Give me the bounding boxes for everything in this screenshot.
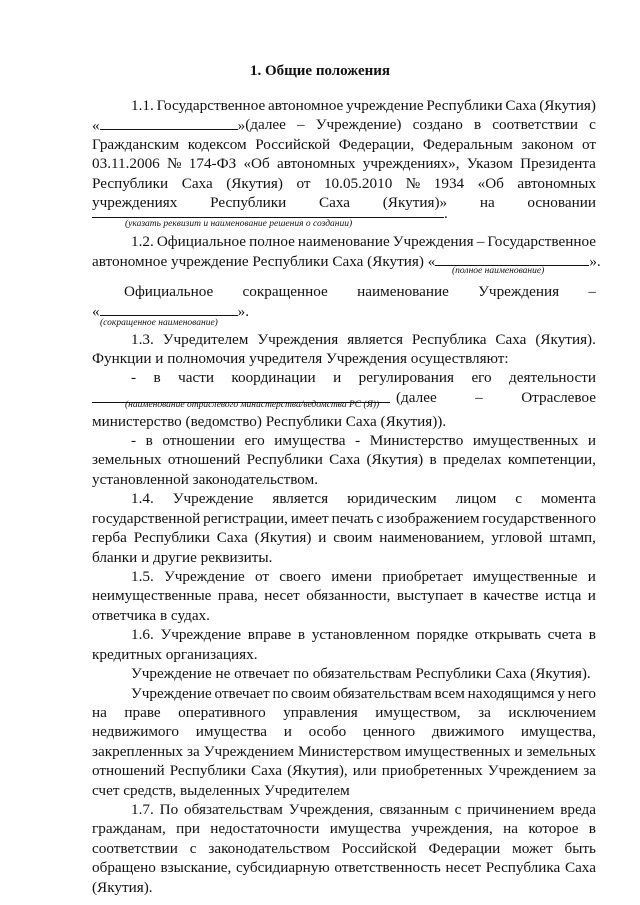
word: наименование	[357, 283, 449, 300]
word: (Якутия)	[539, 97, 596, 114]
text-line	[131, 330, 596, 350]
word: за	[186, 743, 200, 760]
word: угловой	[491, 529, 543, 546]
word: 10.05.2010	[323, 175, 393, 192]
word: в	[469, 587, 477, 604]
word: –	[588, 283, 596, 300]
word: пределах	[442, 451, 502, 468]
word: Учреждения	[392, 233, 474, 250]
word: регулирования	[358, 369, 455, 386]
word: несет	[264, 587, 300, 604]
text-line: автономное учреждение Республики Саха (Якутия) « ».	[92, 253, 601, 270]
word: Саха	[181, 175, 213, 192]
word: всем	[434, 685, 465, 702]
word: и	[318, 529, 327, 546]
word: 03.11.2006	[92, 155, 160, 172]
word: своим	[333, 529, 373, 546]
text-line	[92, 509, 596, 529]
word: счета	[547, 626, 583, 643]
text-line: Функции и полномочия учредителя Учреждения осуществляют:	[92, 350, 509, 367]
word: взыскание,	[160, 859, 232, 876]
text-line	[92, 586, 596, 606]
word: печать	[331, 510, 374, 527]
word: Учреждения	[257, 331, 339, 348]
word: Саха	[251, 762, 283, 779]
text-line	[131, 232, 596, 252]
word: закрепленных	[92, 743, 183, 760]
word: учреждениях»,	[362, 155, 460, 172]
word: с	[589, 116, 596, 133]
word: Саха	[319, 194, 351, 211]
word: связанным	[379, 801, 449, 818]
word: и	[333, 369, 342, 386]
word: имущественные	[472, 568, 578, 585]
word: недостаточности	[210, 820, 320, 837]
word: в	[588, 820, 596, 837]
word: его	[244, 432, 265, 449]
word: отвечает	[214, 685, 270, 702]
text-line	[92, 703, 596, 723]
word: регистрации,	[203, 510, 288, 527]
word: Федерации,	[338, 136, 415, 153]
word: земельных	[92, 451, 162, 468]
word: 1.2.	[131, 233, 154, 250]
word: Республики	[210, 194, 287, 211]
word: Учреждение	[131, 685, 212, 702]
word: Учреждением	[487, 762, 579, 779]
word: и	[514, 743, 523, 760]
word: движимого	[431, 723, 505, 740]
word: Президента	[520, 155, 596, 172]
word: с	[515, 490, 523, 507]
word: является	[272, 490, 329, 507]
field-hint: (указать реквизит и наименование решения о создании)	[125, 219, 353, 229]
word: Учреждения,	[288, 801, 374, 818]
word: Государственное	[487, 233, 596, 250]
word: лицом	[455, 490, 497, 507]
word: 1934	[433, 175, 465, 192]
word: учреждение	[346, 97, 424, 114]
word: имущества	[195, 723, 267, 740]
text-line: Учреждение не отвечает по обязательствам Республики Саха (Якутия).	[131, 665, 591, 682]
word: -	[131, 432, 137, 449]
text-line: (Якутия).	[92, 879, 153, 896]
word: в	[429, 451, 437, 468]
word: Учредителем	[162, 331, 249, 348]
word: (Якутия)»	[382, 194, 448, 211]
word: автономных	[276, 155, 356, 172]
word: координации	[231, 369, 316, 386]
word: (Якутия).	[535, 331, 596, 348]
word: Республики	[246, 451, 323, 468]
word: 1.7.	[131, 801, 154, 818]
text-line	[131, 368, 596, 388]
word: государственного	[482, 510, 596, 527]
word: части	[178, 369, 214, 386]
word: выступает	[396, 587, 464, 604]
word: с	[376, 510, 384, 527]
word: праве	[124, 704, 161, 721]
word: наименование	[297, 233, 390, 250]
word: за	[478, 704, 491, 721]
word: учреждения,	[411, 820, 493, 837]
word: отношении	[162, 432, 235, 449]
text-line	[131, 625, 596, 645]
word: имущества	[274, 432, 346, 449]
text-line	[92, 135, 596, 155]
blank-line-basis: .	[92, 203, 596, 224]
word: -	[131, 369, 137, 386]
word: приобретенных	[381, 762, 483, 779]
word: своим	[290, 685, 331, 702]
word: Саха	[564, 859, 596, 876]
word: в	[473, 116, 482, 133]
word: неимущественные	[92, 587, 212, 604]
word: особо	[308, 723, 347, 740]
text-line	[124, 282, 596, 302]
word: Республика	[411, 331, 487, 348]
word: Государственное	[156, 97, 266, 114]
word: юридическим	[347, 490, 437, 507]
word: в	[153, 369, 161, 386]
text-line	[92, 450, 596, 470]
word: Министерством	[297, 743, 401, 760]
word: на	[503, 820, 519, 837]
word: от	[254, 568, 269, 585]
word: законодательством	[208, 840, 330, 857]
word: порядке	[416, 626, 469, 643]
word: Учреждением	[203, 743, 294, 760]
field-hint: (сокращенное наименование)	[100, 318, 218, 328]
word: в	[588, 626, 596, 643]
word: него	[567, 685, 596, 702]
word: Учреждение)	[315, 116, 402, 133]
text-line	[131, 489, 596, 509]
word: на	[479, 194, 495, 211]
word: от	[581, 136, 596, 153]
text-line	[92, 761, 596, 781]
text-line: бланки и другие реквизиты.	[92, 549, 273, 566]
word: сокращенное	[242, 283, 328, 300]
word: Саха	[495, 331, 527, 348]
word: учреждениях	[92, 194, 178, 211]
word: является	[347, 331, 403, 348]
word: и	[283, 723, 292, 740]
field-hint: (полное наименование)	[452, 266, 545, 276]
word: наименованием,	[379, 529, 485, 546]
word: права,	[217, 587, 258, 604]
word: 1.4.	[131, 490, 154, 507]
word: Учреждение	[160, 626, 242, 643]
word: изображением	[386, 510, 480, 527]
word: имени	[331, 568, 373, 585]
word: отношений	[167, 451, 241, 468]
word: Официальное	[156, 233, 247, 250]
word: -	[355, 432, 361, 449]
text-line: « » (далее – Учреждение) создано в соответствии с	[92, 116, 596, 134]
word: (далее	[245, 116, 286, 133]
word: управления	[283, 704, 358, 721]
word: Учреждение	[172, 490, 254, 507]
text-line	[92, 174, 596, 194]
word: Учреждение	[164, 568, 245, 585]
text-line	[131, 684, 596, 704]
text-line	[92, 819, 596, 839]
word: «Об	[477, 175, 504, 192]
word: Учреждения	[478, 283, 560, 300]
word: По	[159, 801, 179, 818]
word: соответствии	[92, 840, 178, 857]
word: и	[587, 432, 596, 449]
text-line	[131, 800, 596, 820]
text-line: установленной законодательством.	[92, 471, 319, 488]
word: №	[167, 155, 182, 172]
word: 174-ФЗ	[188, 155, 237, 172]
word: (Якутия)	[254, 529, 312, 546]
word: деятельности	[509, 369, 596, 386]
field-hint: (наименование отраслевого министерства/ведомства РС (Я))	[125, 400, 380, 410]
word: Гражданским	[92, 136, 180, 153]
word: штамп,	[549, 529, 596, 546]
word: обязательствам	[184, 801, 283, 818]
word: компетенции,	[507, 451, 596, 468]
word: причинением	[467, 801, 555, 818]
word: от	[296, 175, 311, 192]
word: имеет	[290, 510, 329, 527]
word: Российской	[255, 136, 331, 153]
word: и	[587, 568, 596, 585]
word: ценного	[362, 723, 416, 740]
word: которое	[528, 820, 579, 837]
word: –	[475, 389, 483, 406]
word: на	[92, 704, 107, 721]
text-line	[131, 567, 596, 587]
word: Официальное	[124, 283, 214, 300]
text-line-rest	[245, 115, 596, 136]
word: законом	[521, 136, 574, 153]
word: имущественных	[404, 743, 511, 760]
word: качестве	[483, 587, 539, 604]
word: гражданам,	[92, 820, 166, 837]
text-line: ответчика в судах.	[92, 607, 210, 624]
word: с	[189, 840, 197, 857]
word: автономное	[268, 97, 344, 114]
word: Саха	[505, 97, 537, 114]
word: обращено	[92, 859, 156, 876]
word: находящимся	[467, 685, 555, 702]
text-line: счет средств, выделенных Учредителем	[92, 782, 350, 799]
text-line	[131, 96, 596, 116]
word: 1.1.	[131, 97, 154, 114]
word: его	[471, 369, 492, 386]
word: или	[352, 762, 377, 779]
word: обязательствам	[332, 685, 432, 702]
word: 1.3.	[131, 331, 154, 348]
word: соответствии	[492, 116, 579, 133]
word: за	[583, 762, 596, 779]
word: по	[272, 685, 289, 702]
word: в	[145, 432, 153, 449]
word: имущества	[329, 820, 401, 837]
word: (Якутия)	[226, 175, 283, 192]
text-line: министерство (ведомство) Республики Саха (Якутия)).	[92, 413, 447, 430]
word: №	[405, 175, 421, 192]
word: у	[557, 685, 565, 702]
word: Саха	[329, 451, 361, 468]
word: создано	[412, 116, 463, 133]
word: оперативного	[178, 704, 266, 721]
word: полное	[249, 233, 295, 250]
word: 1.5.	[131, 568, 154, 585]
word: (Якутия),	[287, 762, 348, 779]
word: Республики	[133, 529, 210, 546]
word: Республики	[169, 762, 246, 779]
word: (далее	[396, 389, 437, 406]
word: кодексом	[187, 136, 247, 153]
word: Министерство	[369, 432, 464, 449]
word: герба	[92, 529, 127, 546]
word: 1.6.	[131, 626, 154, 643]
text-line: « ».	[92, 303, 249, 320]
text-line	[92, 742, 596, 762]
word: может	[512, 840, 553, 857]
word: момента	[540, 490, 596, 507]
word: обязанности,	[306, 587, 391, 604]
word: «Об	[243, 155, 270, 172]
word: государственной	[92, 510, 201, 527]
section-title: 1. Общие положения	[249, 63, 391, 79]
word: быть	[564, 840, 596, 857]
word: Указом	[466, 155, 513, 172]
word: в	[297, 626, 306, 643]
word: и	[587, 587, 596, 604]
word: при	[176, 820, 200, 837]
text-line	[131, 431, 596, 451]
word: имуществом,	[375, 704, 461, 721]
text-line	[92, 839, 596, 859]
word: своего	[279, 568, 322, 585]
word: недвижимого	[92, 723, 179, 740]
text-line	[92, 528, 596, 548]
text-line	[92, 154, 596, 174]
word: субсидиарную	[235, 859, 330, 876]
word: имущественных	[472, 432, 579, 449]
word: установленном	[311, 626, 410, 643]
word: Отраслевое	[521, 389, 596, 406]
word: Российской	[341, 840, 417, 857]
word: открывать	[474, 626, 542, 643]
text-line	[92, 858, 596, 878]
word: вправе	[247, 626, 292, 643]
word: ответственность	[334, 859, 441, 876]
word: имущества,	[520, 723, 596, 740]
word: Федеральным	[422, 136, 513, 153]
word: с	[454, 801, 462, 818]
word: Республики	[92, 175, 169, 192]
word: несет	[445, 859, 482, 876]
word: вреда	[560, 801, 596, 818]
word: Саха	[216, 529, 248, 546]
word: –	[476, 233, 485, 250]
word: исключением	[508, 704, 596, 721]
word: отношений	[92, 762, 165, 779]
word: Республики	[426, 97, 503, 114]
word: автономных	[517, 175, 596, 192]
word: Республика	[485, 859, 561, 876]
word: истца	[544, 587, 582, 604]
text-line	[92, 722, 596, 742]
word: –	[297, 116, 305, 133]
word: земельных	[526, 743, 596, 760]
word: основании	[527, 194, 596, 211]
word: Федерации	[428, 840, 501, 857]
text-line: кредитных организациях.	[92, 646, 258, 663]
word: (Якутия)	[366, 451, 424, 468]
word: приобретает	[382, 568, 463, 585]
